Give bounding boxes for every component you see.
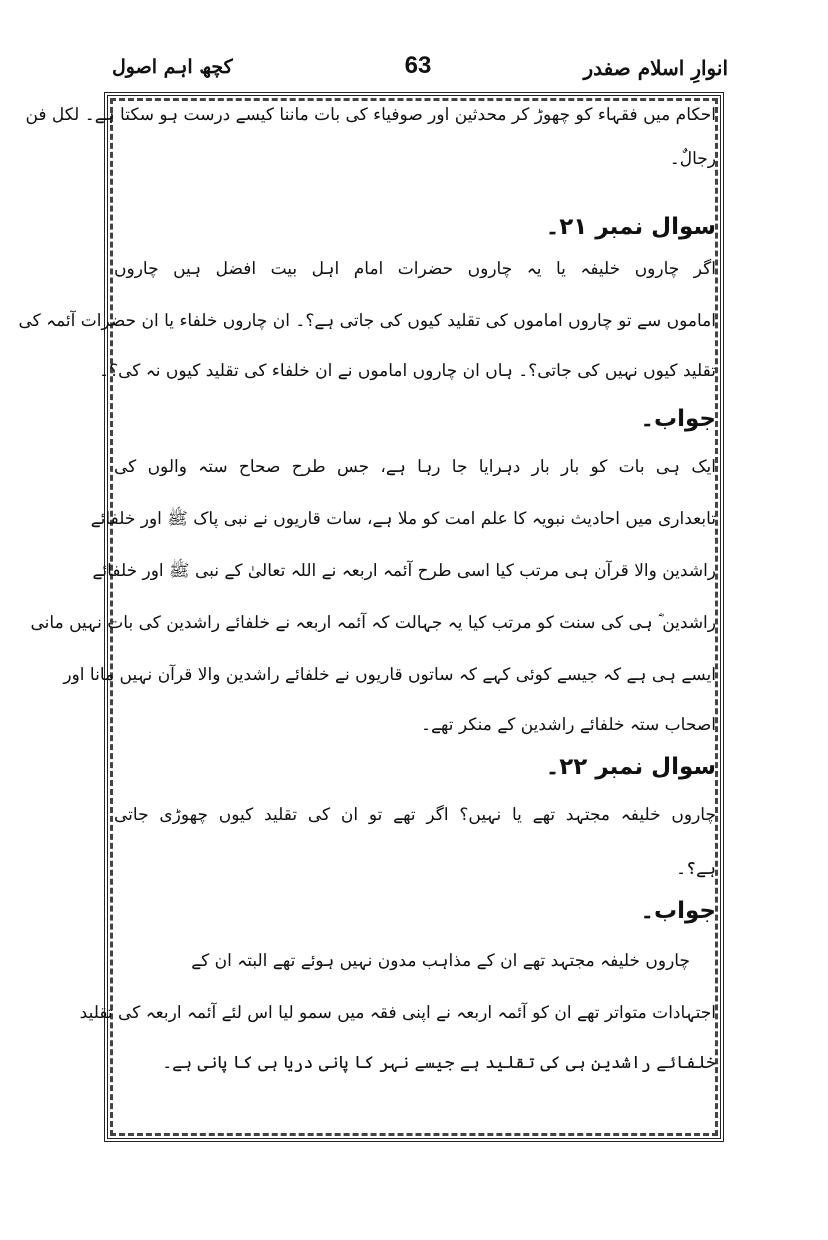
text-line: تقلید کیوں نہیں کی جاتی؟۔ ہاں ان چاروں اماموں نے ان خلفاء کی تقلید کیوں نہ کی؟۔ (99, 361, 716, 381)
text-line: خلفائے راشدین ہی کی تقلید ہے جیسے نہر کا پانی دریا ہی کا پانی ہے۔ (162, 1053, 716, 1073)
text-line: اجتہادات متواتر تھے ان کو آئمہ اربعہ نے اپنی فقہ میں سمو لیا اس لئے آئمہ اربعہ کی تقلید (79, 1003, 716, 1023)
text-line: اصحاب ستہ خلفائے راشدین کے منکر تھے۔ (420, 715, 716, 735)
text-line: چاروں خلیفہ مجتہد تھے یا نہیں؟ اگر تھے تو ان کی تقلید کیوں چھوڑی جاتی (114, 805, 716, 825)
answer-heading: جواب۔ (640, 406, 716, 432)
page-header (104, 52, 732, 92)
chapter-title: کچھ اہم اصول (112, 56, 233, 78)
page-number: 63 (404, 52, 432, 79)
text-line: ہے؟۔ (676, 859, 716, 879)
book-title: انوارِ اسلام صفدر (583, 56, 728, 80)
text-line: احکام میں فقہاء کو چھوڑ کر محدثین اور صوفیاء کی بات ماننا کیسے درست ہو سکتا ہے۔ لکل فن (25, 105, 716, 125)
question-heading: سوال نمبر ۲۲۔ (545, 754, 716, 780)
answer-heading: جواب۔ (640, 898, 716, 924)
text-line: تابعداری میں احادیث نبویہ کا علم امت کو ملا ہے، سات قاریوں نے نبی پاک ﷺ اور خلفائے (90, 509, 716, 529)
text-line: چاروں خلیفہ مجتہد تھے ان کے مذاہب مدون نہیں ہوئے تھے البتہ ان کے (191, 951, 690, 971)
text-line: راشدین والا قرآن ہی مرتب کیا اسی طرح آئمہ اربعہ نے اللہ تعالیٰ کے نبی ﷺ اور خلفائے (92, 561, 716, 581)
text-line: ایک ہی بات کو بار بار دہرایا جا رہا ہے، جس طرح صحاح ستہ والوں کی (114, 457, 716, 477)
text-line: اماموں سے تو چاروں اماموں کی تقلید کیوں کی جاتی ہے؟۔ ان چاروں خلفاء یا ان حضرات آئمہ کی (18, 311, 716, 331)
text-line: اگر چاروں خلیفہ یا یہ چاروں حضرات امام اہل بیت افضل ہیں چاروں (114, 259, 716, 279)
text-line: رجالٌ۔ (669, 149, 716, 169)
page-body (18, 98, 720, 1138)
text-line: راشدین ؓ ہی کی سنت کو مرتب کیا یہ جہالت کہ آئمہ اربعہ نے خلفائے راشدین کی بات نہیں مانی (30, 613, 716, 633)
question-heading: سوال نمبر ۲۱۔ (545, 214, 716, 240)
text-line: ایسے ہی ہے کہ جیسے کوئی کہے کہ ساتوں قاریوں نے خلفائے راشدین والا قرآن نہیں مانا اور (63, 665, 716, 685)
